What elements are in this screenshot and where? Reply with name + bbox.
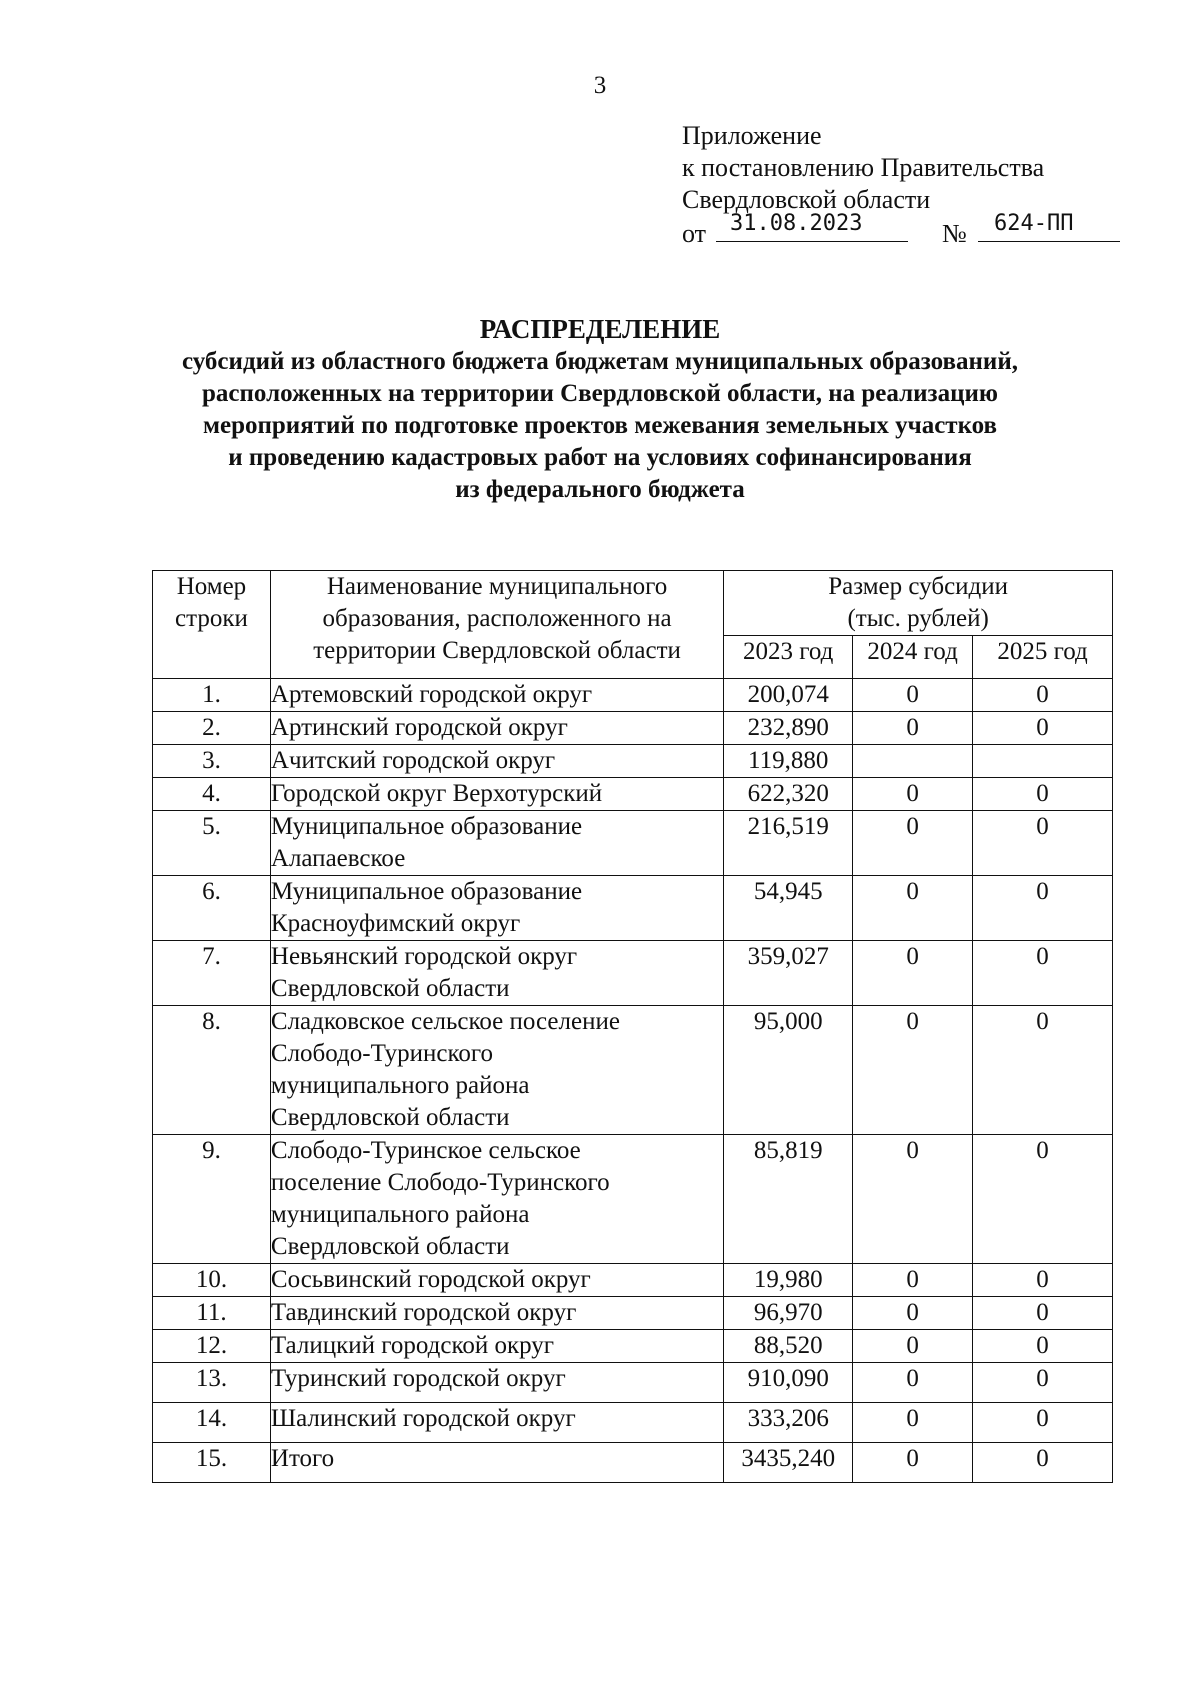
subsidy-value-2023: 622,320 <box>724 778 853 811</box>
number-sign: № <box>942 219 967 248</box>
subsidy-value-2023: 910,090 <box>724 1363 853 1403</box>
header-row-number-line: Номер <box>176 573 247 600</box>
row-number-cell: 14. <box>153 1403 271 1443</box>
municipality-name-cell <box>270 1403 723 1443</box>
subsidy-value-2023: 54,945 <box>724 876 853 941</box>
subtitle-line: мероприятий по подготовке проектов межевания земельных участков <box>202 412 998 439</box>
subsidy-value-2023: 3435,240 <box>724 1443 853 1483</box>
table-row <box>153 712 1113 745</box>
municipality-name-line: Ачитский городской округ <box>270 747 556 774</box>
municipality-name-line: Шалинский городской округ <box>270 1405 576 1432</box>
subsidy-value-2024: 0 <box>853 1297 973 1330</box>
table-row <box>153 1264 1113 1297</box>
table-row <box>153 778 1113 811</box>
table-body <box>153 679 1113 1483</box>
subsidy-value-2025: 0 <box>973 712 1113 745</box>
table-row <box>153 745 1113 778</box>
header-size-line: (тыс. рублей) <box>847 605 989 632</box>
appendix-line-2: к постановлению Правительства <box>682 153 1045 182</box>
subsidy-value-2024: 0 <box>853 679 973 712</box>
subsidy-value-2024: 0 <box>853 811 973 876</box>
table-row <box>153 941 1113 1006</box>
subsidy-value-2024: 0 <box>853 876 973 941</box>
municipality-name-line: Туринский городской округ <box>270 1365 566 1392</box>
table-header <box>153 571 1113 679</box>
row-number-cell: 5. <box>153 811 271 876</box>
municipality-name-line: Тавдинский городской округ <box>270 1299 577 1326</box>
municipality-name-line: Сосьвинский городской округ <box>270 1266 591 1293</box>
table-row <box>153 1443 1113 1483</box>
municipality-name-line: Итого <box>270 1445 335 1472</box>
municipality-name-line: Артинский городской округ <box>270 714 568 741</box>
municipality-name-cell <box>270 778 723 811</box>
table-row <box>153 679 1113 712</box>
municipality-name-cell <box>270 876 723 941</box>
subsidy-value-2023: 359,027 <box>724 941 853 1006</box>
municipality-name-line: Свердловской области <box>270 1233 510 1260</box>
table-row <box>153 1006 1113 1135</box>
municipality-name-line: Свердловской области <box>270 1104 510 1131</box>
subsidy-value-2023: 96,970 <box>724 1297 853 1330</box>
subsidy-value-2025: 0 <box>973 679 1113 712</box>
subsidy-value-2023: 19,980 <box>724 1264 853 1297</box>
municipality-name-cell <box>270 679 723 712</box>
subsidy-value-2024: 0 <box>853 1363 973 1403</box>
subsidy-value-2025: 0 <box>973 941 1113 1006</box>
municipality-name-line: Городской округ Верхотурский <box>270 780 603 807</box>
municipality-name-line: Свердловской области <box>270 975 510 1002</box>
subsidy-value-2024: 0 <box>853 712 973 745</box>
header-size-line: Размер субсидии <box>828 573 1009 600</box>
table-row <box>153 811 1113 876</box>
row-number-cell: 15. <box>153 1443 271 1483</box>
subsidy-value-2024: 0 <box>853 1135 973 1264</box>
table-row <box>153 1297 1113 1330</box>
subsidy-value-2025: 0 <box>973 778 1113 811</box>
subsidy-value-2024: 0 <box>853 1006 973 1135</box>
municipality-name-line: муниципального района <box>270 1072 530 1099</box>
row-number-cell: 9. <box>153 1135 271 1264</box>
municipality-name-cell <box>270 1443 723 1483</box>
row-number-cell: 3. <box>153 745 271 778</box>
municipality-name-line: Слободо-Туринского <box>270 1040 493 1067</box>
municipality-name-line: Муниципальное образование <box>270 878 583 905</box>
subtitle-line: из федерального бюджета <box>455 476 745 503</box>
subsidy-value-2023: 95,000 <box>724 1006 853 1135</box>
table-row <box>153 1330 1113 1363</box>
row-number-cell: 2. <box>153 712 271 745</box>
municipality-name-line: Сладковское сельское поселение <box>270 1008 620 1035</box>
row-number-cell: 6. <box>153 876 271 941</box>
municipality-name-cell <box>270 1363 723 1403</box>
subtitle-line: и проведению кадастровых работ на условиях софинансирования <box>228 444 972 471</box>
subsidy-value-2023: 200,074 <box>724 679 853 712</box>
municipality-name-line: Артемовский городской округ <box>270 681 593 708</box>
header-year-2024: 2024 год <box>853 636 973 679</box>
municipality-name-line: Муниципальное образование <box>270 813 583 840</box>
municipality-name-cell <box>270 1135 723 1264</box>
municipality-name-line: Красноуфимский округ <box>270 910 521 937</box>
header-year-2023: 2023 год <box>724 636 853 679</box>
row-number-cell: 11. <box>153 1297 271 1330</box>
subsidy-value-2025: 0 <box>973 876 1113 941</box>
municipality-name-cell <box>270 811 723 876</box>
municipality-name-line: Талицкий городской округ <box>270 1332 555 1359</box>
header-row-number-line: строки <box>175 605 248 632</box>
subsidy-value-2025 <box>973 745 1113 778</box>
subsidy-value-2023: 333,206 <box>724 1403 853 1443</box>
municipality-name-line: Невьянский городской округ <box>270 943 578 970</box>
subsidy-value-2023: 119,880 <box>724 745 853 778</box>
municipality-name-cell <box>270 712 723 745</box>
row-number-cell: 7. <box>153 941 271 1006</box>
appendix-line-3: Свердловской области <box>682 185 931 214</box>
document-title: РАСПРЕДЕЛЕНИЕ <box>479 314 721 344</box>
header-name-line: образования, расположенного на <box>322 605 672 632</box>
subsidy-value-2025: 0 <box>973 1403 1113 1443</box>
subsidy-value-2023: 88,520 <box>724 1330 853 1363</box>
row-number-cell: 1. <box>153 679 271 712</box>
subsidy-value-2023: 232,890 <box>724 712 853 745</box>
table-row <box>153 1403 1113 1443</box>
subtitle-line: расположенных на территории Свердловской области, на реализацию <box>202 380 998 407</box>
date-prefix: от <box>682 219 707 248</box>
subsidy-value-2024 <box>853 745 973 778</box>
title-block <box>0 312 1200 506</box>
header-year-2025: 2025 год <box>973 636 1113 679</box>
municipality-name-cell <box>270 1297 723 1330</box>
header-row-number <box>153 571 271 679</box>
row-number-cell: 12. <box>153 1330 271 1363</box>
subsidy-value-2024: 0 <box>853 941 973 1006</box>
appendix-block <box>682 120 1074 250</box>
subsidy-value-2025: 0 <box>973 1330 1113 1363</box>
subsidy-value-2025: 0 <box>973 1135 1113 1264</box>
municipality-name-cell <box>270 1264 723 1297</box>
municipality-name-cell <box>270 941 723 1006</box>
municipality-name-line: Алапаевское <box>270 845 406 872</box>
municipality-name-cell <box>270 1330 723 1363</box>
subsidy-value-2023: 216,519 <box>724 811 853 876</box>
row-number-cell: 10. <box>153 1264 271 1297</box>
row-number-cell: 4. <box>153 778 271 811</box>
subsidy-table <box>152 570 1113 1483</box>
subsidy-value-2025: 0 <box>973 1264 1113 1297</box>
date-field: 31.08.2023 <box>716 208 908 242</box>
subsidy-value-2025: 0 <box>973 1443 1113 1483</box>
page-number: 3 <box>593 72 607 99</box>
header-name-line: территории Свердловской области <box>313 637 681 664</box>
subsidy-value-2023: 85,819 <box>724 1135 853 1264</box>
subsidy-value-2024: 0 <box>853 1443 973 1483</box>
appendix-date-line <box>682 211 1074 250</box>
subtitle-line: субсидий из областного бюджета бюджетам муниципальных образований, <box>182 348 1018 375</box>
header-name-line: Наименование муниципального <box>326 573 668 600</box>
subsidy-value-2024: 0 <box>853 1330 973 1363</box>
municipality-name-line: муниципального района <box>270 1201 530 1228</box>
appendix-line-1: Приложение <box>682 121 822 150</box>
row-number-cell: 13. <box>153 1363 271 1403</box>
header-municipality-name <box>270 571 723 679</box>
row-number-cell: 8. <box>153 1006 271 1135</box>
subsidy-value-2025: 0 <box>973 1363 1113 1403</box>
table-row <box>153 876 1113 941</box>
municipality-name-cell <box>270 1006 723 1135</box>
header-subsidy-size <box>724 571 1113 636</box>
table-row <box>153 1135 1113 1264</box>
municipality-name-line: поселение Слободо-Туринского <box>270 1169 610 1196</box>
subsidy-value-2025: 0 <box>973 1006 1113 1135</box>
subsidy-value-2024: 0 <box>853 778 973 811</box>
subsidy-value-2024: 0 <box>853 1264 973 1297</box>
municipality-name-line: Слободо-Туринское сельское <box>270 1137 581 1164</box>
number-field: 624-ПП <box>978 208 1120 242</box>
subsidy-value-2025: 0 <box>973 811 1113 876</box>
subsidy-value-2024: 0 <box>853 1403 973 1443</box>
subsidy-value-2025: 0 <box>973 1297 1113 1330</box>
municipality-name-cell <box>270 745 723 778</box>
table-row <box>153 1363 1113 1403</box>
